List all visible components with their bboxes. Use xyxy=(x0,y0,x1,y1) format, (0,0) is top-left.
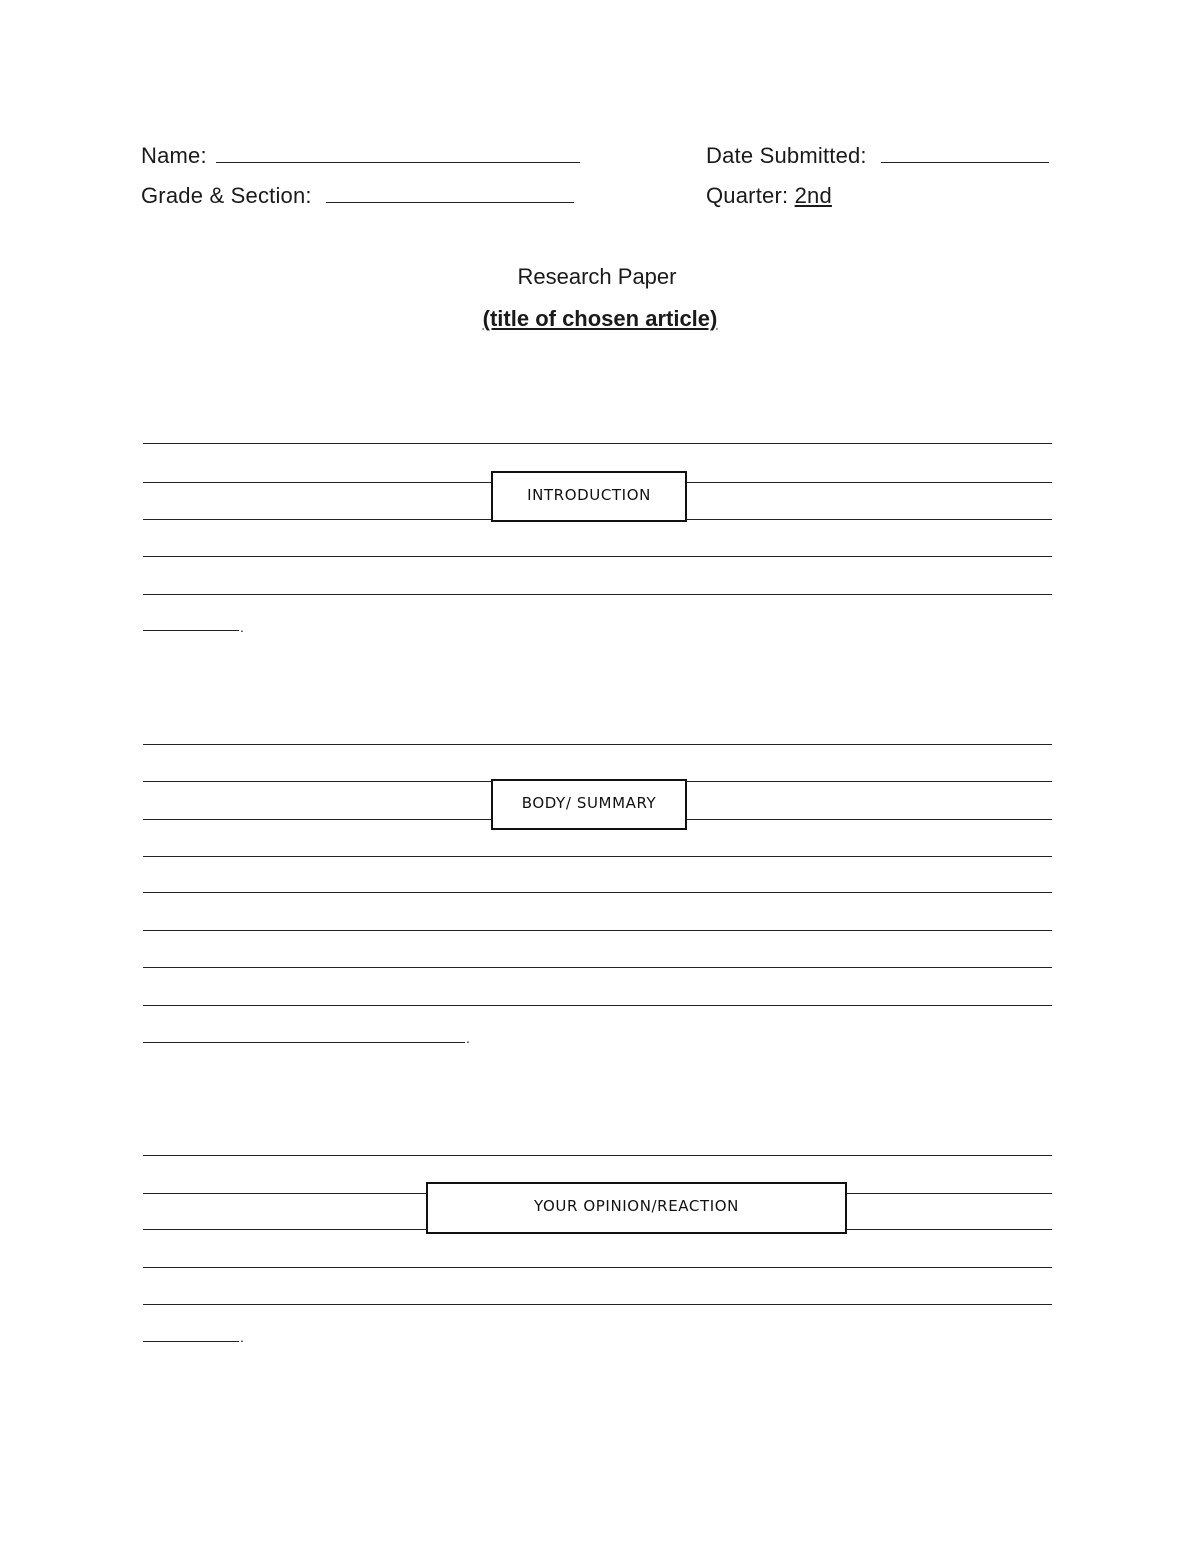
quarter-field xyxy=(706,185,832,207)
quarter-value: 2nd xyxy=(794,183,832,208)
name-field[interactable] xyxy=(141,145,580,167)
writing-line-end[interactable] xyxy=(143,1042,465,1043)
writing-line[interactable] xyxy=(143,967,1052,968)
writing-line[interactable] xyxy=(143,594,1052,595)
grade-section-field[interactable] xyxy=(141,185,574,207)
article-title-placeholder: (title of chosen article) xyxy=(482,306,718,331)
writing-line[interactable] xyxy=(143,856,1052,857)
name-blank[interactable] xyxy=(216,161,580,163)
writing-line[interactable] xyxy=(143,744,1052,745)
writing-line[interactable] xyxy=(143,1304,1052,1305)
writing-line[interactable] xyxy=(143,1267,1052,1268)
opinion-reaction-label-box: YOUR OPINION/REACTION xyxy=(426,1182,847,1234)
line-end-period: . xyxy=(240,1329,244,1345)
line-end-period: . xyxy=(240,619,244,635)
date-submitted-label: Date Submitted: xyxy=(706,143,867,168)
name-label: Name: xyxy=(141,143,207,168)
writing-line[interactable] xyxy=(143,892,1052,893)
writing-line[interactable] xyxy=(143,443,1052,444)
writing-line[interactable] xyxy=(143,1005,1052,1006)
line-end-period: . xyxy=(466,1030,470,1046)
writing-line[interactable] xyxy=(143,1155,1052,1156)
introduction-label-box: INTRODUCTION xyxy=(491,471,687,522)
writing-line-end[interactable] xyxy=(143,630,239,631)
date-submitted-blank[interactable] xyxy=(881,161,1049,163)
body-summary-label-box: BODY/ SUMMARY xyxy=(491,779,687,830)
date-submitted-field[interactable] xyxy=(706,145,1049,167)
writing-line[interactable] xyxy=(143,556,1052,557)
grade-section-label: Grade & Section: xyxy=(141,183,312,208)
quarter-label: Quarter: xyxy=(706,183,789,208)
writing-line[interactable] xyxy=(143,930,1052,931)
writing-line-end[interactable] xyxy=(143,1341,239,1342)
document-title: Research Paper xyxy=(517,264,677,289)
grade-section-blank[interactable] xyxy=(326,201,574,203)
